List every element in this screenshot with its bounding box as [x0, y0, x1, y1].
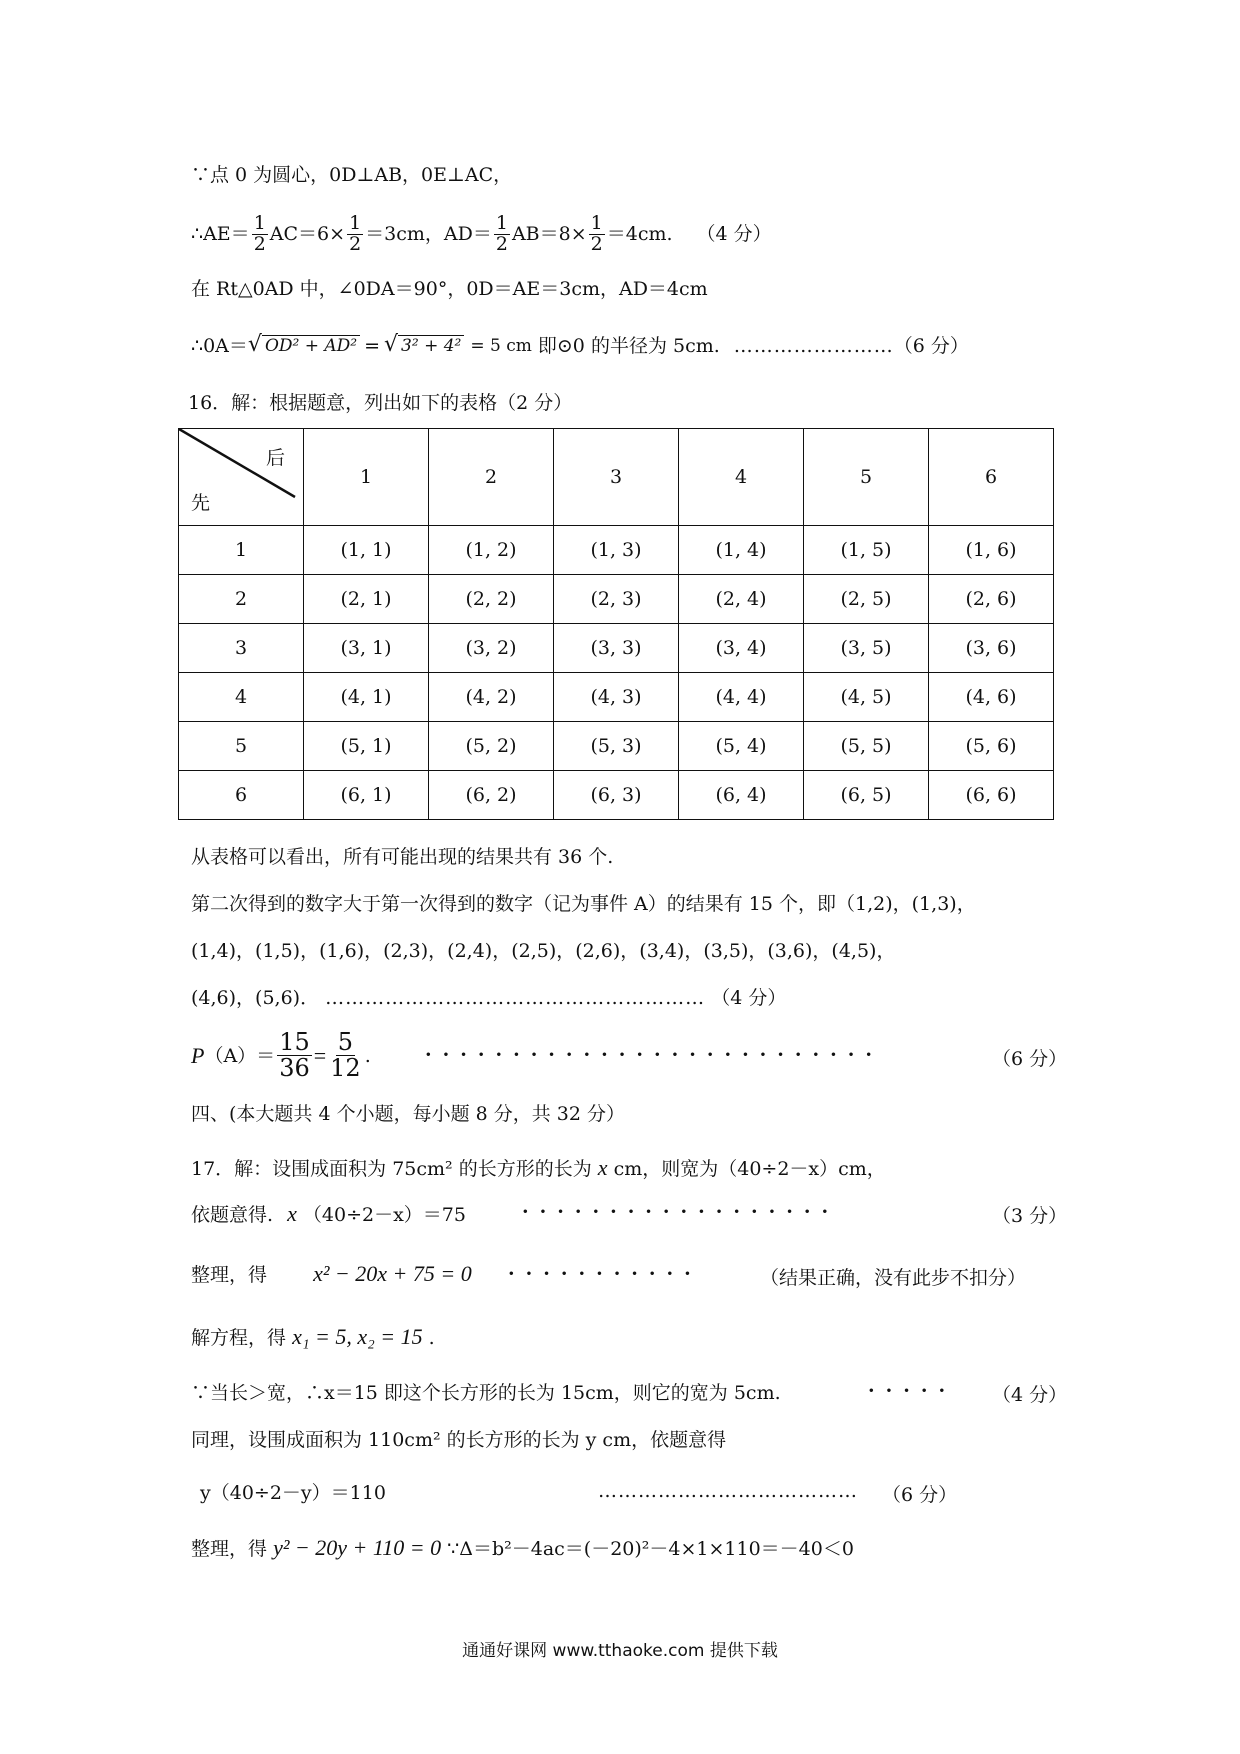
score-label: （6 分）: [992, 1048, 1068, 1070]
table-header-row: [179, 429, 1054, 526]
page-footer: 通通好课网 www.tthaoke.com 提供下载: [462, 1641, 778, 1661]
leader-dots: ··························: [425, 1044, 883, 1066]
table-cell: (2, 6): [929, 575, 1054, 624]
quadratic-equation: x² − 20x + 75 = 0: [313, 1261, 472, 1286]
table-cell: (6, 5): [804, 771, 929, 820]
q17-text: 整理，得: [191, 1538, 268, 1560]
question-16-heading: 16．解：根据题意，列出如下的表格（2 分）: [188, 392, 573, 414]
table-cell: (1, 6): [929, 526, 1054, 575]
fraction-half: $\frac{1}{2}$: [590, 211, 603, 255]
text-4cm: ＝4cm.: [606, 223, 673, 245]
solution-line-2: [191, 206, 772, 262]
row-header: 1: [179, 526, 304, 575]
q17-equation: （40÷2－x）＝75: [302, 1204, 466, 1226]
table-cell: (6, 3): [554, 771, 679, 820]
table-cell: (4, 1): [304, 673, 429, 722]
row-header: 2: [179, 575, 304, 624]
column-header: 4: [679, 429, 804, 526]
probability-line: [191, 1030, 371, 1081]
solution-line-4: [191, 332, 969, 359]
variable-x: x: [287, 1201, 297, 1226]
outcome-table: [178, 428, 1054, 820]
text-5cm: = 5 cm: [470, 335, 532, 356]
column-header: 2: [429, 429, 554, 526]
table-cell: (3, 4): [679, 624, 804, 673]
summary-line-4: [191, 985, 786, 1011]
question-17-line-5: ∵当长＞宽，∴x＝15 即这个长方形的长为 15cm，则它的宽为 5cm.: [191, 1382, 781, 1404]
table-cell: (4, 6): [929, 673, 1054, 722]
table-row: [179, 722, 1054, 771]
text-ae: ∴AE＝: [191, 223, 250, 245]
table-row: [179, 624, 1054, 673]
question-17-line-2: [191, 1201, 466, 1228]
q17-text: cm，则宽为（40÷2－x）cm，: [613, 1158, 886, 1180]
table-cell: (5, 4): [679, 722, 804, 771]
text-ad: ＝3cm，AD＝: [365, 223, 492, 245]
table-cell: (5, 6): [929, 722, 1054, 771]
leader-dots: …………………………………………………: [325, 987, 706, 1009]
table-cell: (3, 6): [929, 624, 1054, 673]
section-4-heading: 四、(本大题共 4 个小题，每小题 8 分，共 32 分）: [191, 1103, 626, 1125]
table-cell: (1, 4): [679, 526, 804, 575]
equals-sign: =: [364, 334, 381, 357]
table-cell: (3, 2): [429, 624, 554, 673]
table-cell: (4, 2): [429, 673, 554, 722]
table-cell: (3, 3): [554, 624, 679, 673]
score-label: （3 分）: [992, 1205, 1068, 1227]
leader-dots: ··················: [522, 1201, 840, 1223]
row-header: 4: [179, 673, 304, 722]
question-17-line-8: [191, 1535, 854, 1562]
fraction-half: $\frac{1}{2}$: [349, 211, 362, 255]
column-header: 6: [929, 429, 1054, 526]
summary-line-3: (1,4)，(1,5)，(1,6)，(2,3)，(2,4)，(2,5)，(2,6)，(3,4)，(3,5)，(3,6)，(4,5)，: [191, 940, 896, 962]
table-cell: (1, 1): [304, 526, 429, 575]
table-cell: (5, 2): [429, 722, 554, 771]
table-cell: (2, 4): [679, 575, 804, 624]
question-17-line-7: y（40÷2－y）＝110: [200, 1482, 386, 1504]
summary-line-2: 第二次得到的数字大于第一次得到的数字（记为事件 A）的结果有 15 个，即（1,2)，(1,3)，: [191, 893, 976, 915]
table-cell: (6, 6): [929, 771, 1054, 820]
text-radius: 即⊙0 的半径为 5cm.: [537, 334, 720, 357]
table-cell: (6, 2): [429, 771, 554, 820]
score-label: （6 分）: [882, 1484, 958, 1506]
table-cell: (3, 5): [804, 624, 929, 673]
sqrt-expression: √ OD² + AD²: [248, 332, 360, 359]
column-header: 3: [554, 429, 679, 526]
question-17-line-4: [191, 1324, 435, 1351]
leader-dots: ·····: [868, 1380, 957, 1402]
question-17-line-3: [191, 1261, 472, 1288]
table-corner-cell: [179, 429, 304, 526]
table-cell: (5, 1): [304, 722, 429, 771]
leader-dots: …………………………………: [598, 1480, 858, 1502]
sqrt-expression: √ 3² + 4²: [384, 332, 464, 359]
corner-label-before: 先: [191, 492, 211, 514]
table-cell: (6, 4): [679, 771, 804, 820]
quadratic-equation: y² − 20y + 110 = 0: [273, 1535, 442, 1560]
table-cell: (2, 2): [429, 575, 554, 624]
table-cell: (4, 3): [554, 673, 679, 722]
table-cell: (3, 1): [304, 624, 429, 673]
question-17-line-6: 同理，设围成面积为 110cm² 的长方形的长为 y cm，依题意得: [191, 1429, 727, 1451]
table-row: [179, 673, 1054, 722]
summary-text: (4,6)，(5,6)．: [191, 987, 320, 1009]
variable-x: x: [597, 1155, 608, 1180]
score-label: （6 分）: [893, 334, 969, 357]
fraction-15-36: $\frac{15}{36}$: [279, 1028, 310, 1083]
table-row: [179, 526, 1054, 575]
table-cell: (5, 5): [804, 722, 929, 771]
table-cell: (2, 3): [554, 575, 679, 624]
table-cell: (4, 4): [679, 673, 804, 722]
text-ab: AB＝8×: [511, 223, 587, 245]
row-header: 3: [179, 624, 304, 673]
table-cell: (5, 3): [554, 722, 679, 771]
leader-dots: ……………………: [733, 334, 894, 357]
score-label: （4 分）: [711, 987, 787, 1009]
table-cell: (1, 5): [804, 526, 929, 575]
fraction-5-12: $\frac{5}{12}$: [330, 1028, 361, 1083]
discriminant-text: ∵Δ＝b²－4ac＝(－20)²－4×1×110＝－40＜0: [447, 1538, 854, 1560]
leader-dots: ···········: [508, 1263, 702, 1285]
score-label: （4 分）: [992, 1384, 1068, 1406]
equals-sign: =: [313, 1042, 327, 1068]
summary-line-1: 从表格可以看出，所有可能出现的结果共有 36 个.: [191, 846, 614, 868]
q17-text: 依题意得.: [191, 1204, 274, 1226]
period: .: [364, 1044, 371, 1067]
table-row: [179, 771, 1054, 820]
text-oa: ∴0A＝: [191, 334, 248, 357]
question-17-line-1: [191, 1155, 886, 1182]
q17-text: 17．解：设围成面积为 75cm² 的长方形的长为: [191, 1158, 592, 1180]
score-label: （4 分）: [696, 223, 772, 245]
text-ac: AC＝6×: [269, 223, 346, 245]
q17-text: 解方程，得: [191, 1327, 287, 1349]
table-cell: (1, 2): [429, 526, 554, 575]
column-header: 1: [304, 429, 429, 526]
table-cell: (4, 5): [804, 673, 929, 722]
corner-label-after: 后: [265, 447, 285, 469]
fraction-half: $\frac{1}{2}$: [495, 211, 508, 255]
column-header: 5: [804, 429, 929, 526]
table-cell: (2, 1): [304, 575, 429, 624]
note-label: （结果正确，没有此步不扣分）: [760, 1267, 1027, 1289]
table-cell: (6, 1): [304, 771, 429, 820]
fraction-half: $\frac{1}{2}$: [253, 211, 266, 255]
prob-event: （A）＝: [204, 1044, 276, 1067]
table-cell: (2, 5): [804, 575, 929, 624]
table-row: [179, 575, 1054, 624]
row-header: 6: [179, 771, 304, 820]
solution-values: x₁ = 5, x₂ = 15: [292, 1324, 423, 1349]
q17-text: 整理，得: [191, 1264, 268, 1286]
row-header: 5: [179, 722, 304, 771]
prob-symbol: P: [191, 1042, 205, 1068]
solution-line-1: ∵点 0 为圆心，0D⊥AB，0E⊥AC，: [191, 164, 513, 186]
table-cell: (1, 3): [554, 526, 679, 575]
solution-line-3: 在 Rt△0AD 中，∠0DA＝90°，0D＝AE＝3cm，AD＝4cm: [191, 278, 708, 300]
period: .: [428, 1327, 435, 1349]
